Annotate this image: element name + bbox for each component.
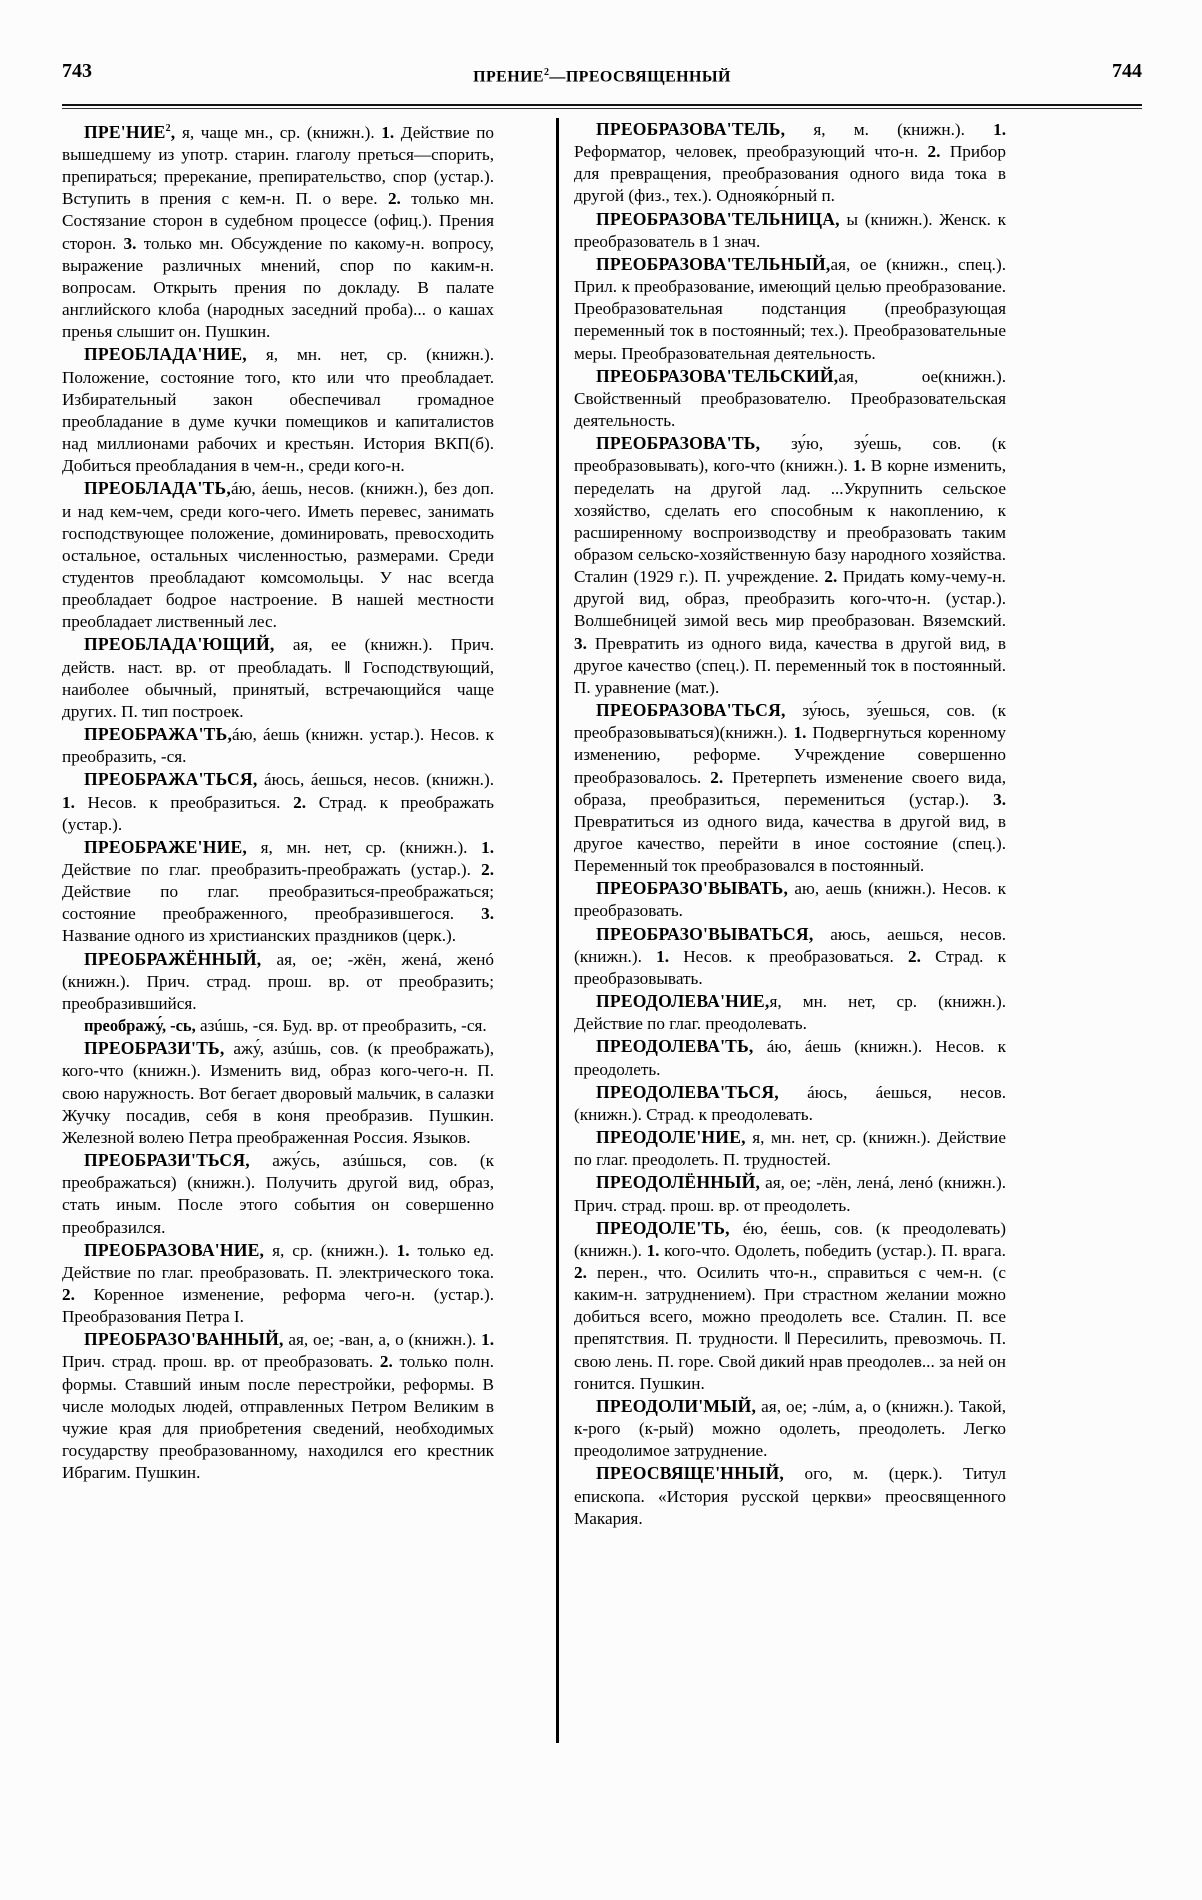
- sense-number: 1.: [646, 1240, 660, 1260]
- entry-headword: ПРЕОДОЛЕ'ТЬ,: [596, 1217, 730, 1238]
- entry-headword: преображу́, -сь,: [84, 1016, 196, 1036]
- sense-number: 1.: [481, 1330, 494, 1350]
- dictionary-entry: [62, 118, 494, 343]
- dictionary-entry: [574, 1395, 1006, 1462]
- entry-headword: ПРЕОБРАЗИ'ТЬСЯ,: [84, 1150, 250, 1171]
- sense-number: 2.: [824, 567, 838, 587]
- entry-headword: ПРЕОБЛАДА'НИЕ,: [84, 344, 247, 365]
- entry-headword: ПРЕОБРАЗОВА'ТЕЛЬ,: [596, 119, 786, 139]
- dictionary-entry: [62, 723, 494, 768]
- entry-definition: ая, ое(книжн.). Свойственный преобразователю. Преобразовательская деятельность.: [574, 366, 1006, 431]
- entry-headword: ПРЕОБРАЗОВА'НИЕ,: [84, 1239, 265, 1260]
- entry-definition: я, ср. (книжн.). 1. только ед. Действие по глаг. преобразовать. П. электрического тока. 2. Коренное изменение, реформа чего-н. (устар.). Преобразования Петра I.: [62, 1240, 494, 1327]
- dictionary-entry: [62, 1149, 494, 1239]
- entry-definition: éю, éешь, сов. (к преодолевать) (книжн.). 1. кого-что. Одолеть, победить (устар.). П. врага. 2. перен., что. Осилить что-н., справиться с чем-н. (с каким-н. затруднением). При страстном желании можно добиться всего, можно преодолеть все. Сталин. П. все препятствия. П. трудности. ‖ Пересилить, превозмочь. П. свою лень. П. горе. Свой дикий нрав преодолев... за ней он гонится. Пушкин.: [574, 1218, 1006, 1393]
- dictionary-entry: [62, 633, 494, 723]
- dictionary-entry: [574, 923, 1006, 990]
- sense-number: 1.: [793, 723, 807, 743]
- entry-definition: я, чаще мн., ср. (книжн.). 1. Действие по вышедшему из употр. старин. глаголу преться—спорить, препираться; пререкание, препирательство, спор (устар.). Вступить в прения с кем-н. П. о вере. 2. только мн. Состязание сторон в судебном процессе (офиц.). Прения сторон. 3. только мн. Обсуждение по какому-н. вопросу, выражение различных мнений, спор по каким-н. вопросам. Открыть прения по докладу. В палате английского клоба (народных заседний проба)... о кашах пренья слышит он. Пушкин.: [62, 122, 494, 342]
- dictionary-entry: [62, 1015, 494, 1037]
- entry-definition: зу́юсь, зу́ешься, сов. (к преобразовываться)(книжн.). 1. Подвергнуться коренному изменению, реформе. Учреждение совершенно преобразовалось. 2. Претерпеть изменение своего вида, образа, преобразиться, перемениться (устар.). 3. Превратиться из одного вида, качества в другой вид, в другое качество, перейти в иное состояние (спец.). Переменный ток преобразовался в постоянный.: [574, 701, 1006, 876]
- sense-number: 1.: [396, 1240, 410, 1260]
- header-rule-thin: [62, 108, 1142, 109]
- dictionary-entry: [574, 118, 1006, 208]
- entry-definition: áю, áешь (книжн.). Несов. к преодолеть.: [574, 1037, 1006, 1079]
- dictionary-entry: [574, 990, 1006, 1035]
- sense-number: 2.: [379, 1352, 393, 1372]
- entry-definition: ая, ое; -жён, женá, женó (книжн.). Прич. страд. прош. вр. от преобразить; преобразившийся.: [62, 949, 494, 1013]
- entry-definition: áю, áешь (книжн. устар.). Несов. к преобразить, -ся.: [62, 725, 494, 767]
- entry-definition: я, м. (книжн.). 1. Реформатор, человек, преобразующий что-н. 2. Прибор для превращения, преобразования одного вида тока в другой (физ., тех.). Однояко́рный п.: [574, 120, 1006, 206]
- sense-number: 2.: [293, 792, 307, 812]
- entry-headword: ПРЕОДОЛЕВА'НИЕ,: [596, 991, 770, 1012]
- entry-definition: áюсь, áешься, несов. (книжн.). Страд. к преодолевать.: [574, 1082, 1006, 1124]
- entry-definition: я, мн. нет, ср. (книжн.). Действие по глаг. преодолеть. П. трудностей.: [574, 1128, 1006, 1170]
- entry-definition: ая, ее (книжн.). Прич. действ. наст. вр. от преобладать. ‖ Господствующий, наиболее обычный, принятый, встречающийся чаще других. П. тип построек.: [62, 635, 494, 721]
- dictionary-entry: [574, 432, 1006, 699]
- dictionary-entry: [574, 877, 1006, 922]
- entry-headword: ПРЕОБРАЗО'ВАННЫЙ,: [84, 1329, 284, 1350]
- sense-number: 1.: [381, 122, 395, 142]
- dictionary-entry: [62, 948, 494, 1015]
- dictionary-entry: [574, 253, 1006, 365]
- entry-definition: азúшь, -ся. Буд. вр. от преобразить, -ся.: [195, 1016, 487, 1036]
- dictionary-entry: [62, 1037, 494, 1149]
- entry-headword: ПРЕОБРАЖА'ТЬ,: [84, 724, 233, 745]
- sense-number: 2.: [710, 767, 724, 787]
- sense-number: 1.: [852, 456, 866, 476]
- entry-definition: áюсь, áешься, несов. (книжн.). 1. Несов. к преобразиться. 2. Страд. к преображать (устар.).: [62, 770, 494, 834]
- entry-definition: ого, м. (церк.). Титул епископа. «История русской церкви» преосвященного Макария.: [574, 1464, 1006, 1528]
- right-column: [574, 118, 1006, 1530]
- dictionary-entry: [62, 1328, 494, 1484]
- dictionary-entry: [62, 768, 494, 835]
- entry-definition: ая, ое; -ван, а, о (книжн.). 1. Прич. страд. прош. вр. от преобразовать. 2. только полн. формы. Ставший иным после перестройки, реформы. В числе молодых людей, отправленных Петром Великим в чужие края для приобретения сведений, необходимых государству преобразованному, находился его крестник Ибрагим. Пушкин.: [62, 1330, 495, 1483]
- entry-headword: ПРЕОБРАЗО'ВЫВАТЬ,: [596, 878, 789, 899]
- entry-headword: ПРЕ'НИЕ$^2$,: [84, 121, 176, 142]
- entry-definition: я, мн. нет, ср. (книжн.). 1. Действие по глаг. преобразить-преображать (устар.). 2. Действие по глаг. преобразиться-преображаться; состояние преображенного, преобразившегося. 3. Название одного из христианских праздников (церк.).: [62, 837, 494, 946]
- entry-definition: ая, ое; -лён, ленá, ленó (книжн.). Прич. страд. прош. вр. от преодолеть.: [574, 1173, 1006, 1215]
- dictionary-entry: [62, 1239, 494, 1329]
- entry-definition: аюсь, аешься, несов. (книжн.). 1. Несов. к преобразоваться. 2. Страд. к преобразовывать.: [574, 924, 1006, 988]
- entry-definition: ая, ое; -лúм, а, о (книжн.). Такой, к-рого (к-рый) можно одолеть, преодолеть. Легко преодолимое затруднение.: [574, 1396, 1006, 1461]
- sense-number: 1.: [656, 946, 670, 966]
- entry-definition: я, мн. нет, ср. (книжн.). Положение, состояние того, кто или что преобладает. Избирательный закон обеспечивал громадное преобладание в думе кучки помещиков и капиталистов над миллионами рабочих и крестьян. История ВКП(б). Добиться преобладания в чем-н., среди кого-н.: [62, 345, 494, 476]
- dictionary-entry: [62, 477, 494, 633]
- entry-headword: ПРЕОБРАЖА'ТЬСЯ,: [84, 769, 258, 790]
- folio-left: 743: [62, 60, 92, 82]
- sense-number: 1.: [62, 792, 75, 812]
- dictionary-entry: [574, 1126, 1006, 1171]
- entry-definition: áю, áешь, несов. (книжн.), без доп. и над кем-чем, среди кого-чего. Иметь перевес, занимать господствующее положение, доминировать, превосходить остальное, остальных численностью, размерами. Среди студентов преобладают комсомольцы. У нас всегда преобладает бодрое настроение. В нашей местности преобладает лиственный лес.: [62, 479, 494, 632]
- dictionary-entry: [574, 699, 1006, 877]
- sense-number: 3.: [993, 789, 1006, 809]
- entry-definition: ажу́, азúшь, сов. (к преображать), кого-что (книжн.). Изменить вид, образ кого-чего-н. П. свою наружность. Вот бегает дворовый мальчик, в салазки Жучку посадив, себя в коня преобразив. Пушкин. Железной волею Петра преображенная Россия. Языков.: [62, 1039, 494, 1147]
- sense-number: 2.: [908, 946, 921, 966]
- dictionary-entry: [62, 343, 494, 477]
- dictionary-entry: [62, 836, 494, 948]
- dictionary-entry: [574, 1217, 1006, 1395]
- entry-headword: ПРЕОСВЯЩЕ'ННЫЙ,: [596, 1463, 785, 1484]
- dictionary-entry: [574, 1035, 1006, 1080]
- sense-number: 3.: [123, 233, 137, 253]
- entry-headword: ПРЕОБРАЗОВА'ТЕЛЬНИЦА,: [596, 208, 840, 229]
- superscript-two: 2: [544, 67, 550, 78]
- header-rule: [62, 104, 1142, 109]
- entry-headword: ПРЕОБРАЗОВА'ТЬ,: [596, 433, 761, 454]
- entry-headword: ПРЕОДОЛИ'МЫЙ,: [596, 1395, 757, 1416]
- sense-number: 2.: [481, 860, 494, 880]
- folio-right: 744: [1112, 60, 1142, 82]
- entry-headword: ПРЕОДОЛЕ'НИЕ,: [596, 1127, 746, 1148]
- entry-headword: ПРЕОБРАЗО'ВЫВАТЬСЯ,: [596, 923, 814, 944]
- entry-definition: зу́ю, зу́ешь, сов. (к преобразовывать), кого-что (книжн.). 1. В корне изменить, переделать на другой лад. ...Укрупнить сельское хозяйство, сделать его способным к накоплению, к расширенному воспроизводству и преобразовать таким образом сельско-хозяйственную базу народного хозяйства. Сталин (1929 г.). П. учреждение. 2. Придать кому-чему-н. другой вид, образ, преобразить кого-что-н. (устар.). Волшебницей зимой весь мир преобразован. Вяземский. 3. Превратить из одного вида, качества в другой вид, в другое качество (спец.). П. переменный ток в постоянный. П. уравнение (мат.).: [574, 434, 1006, 697]
- entry-definition: ажу́сь, азúшься, сов. (к преображаться) (книжн.). Получить другой вид, образ, стать иным. После этого события он совершенно преобразился.: [62, 1151, 494, 1237]
- sense-number: 3.: [481, 904, 494, 924]
- sense-number: 2.: [927, 142, 941, 162]
- sense-number: 2.: [574, 1262, 587, 1282]
- entry-headword: ПРЕОДОЛЕВА'ТЬ,: [596, 1036, 754, 1057]
- entry-headword: ПРЕОБРАЖЁННЫЙ,: [84, 948, 262, 969]
- left-column: [62, 118, 494, 1484]
- body-columns: [62, 118, 1142, 1858]
- running-head: ПРЕНИЕ$^2$—ПРЕОСВЯЩЕННЫЙ: [473, 67, 731, 86]
- dictionary-entry: [574, 365, 1006, 432]
- entry-definition: аю, аешь (книжн.). Несов. к преобразовать.: [574, 879, 1006, 921]
- dictionary-entry: [574, 1081, 1006, 1126]
- entry-headword: ПРЕОБРАЗОВА'ТЬСЯ,: [596, 700, 786, 721]
- column-divider: [556, 118, 559, 1743]
- entry-headword: ПРЕОБРАЗИ'ТЬ,: [84, 1038, 225, 1059]
- dictionary-entry: [574, 208, 1006, 253]
- entry-headword: ПРЕОДОЛЁННЫЙ,: [596, 1172, 761, 1193]
- sense-number: 2.: [62, 1284, 75, 1304]
- entry-definition: ы (книжн.). Женск. к преобразователь в 1 знач.: [574, 209, 1006, 251]
- dictionary-entry: [574, 1171, 1006, 1216]
- sense-number: 1.: [481, 837, 494, 857]
- sense-number: 2.: [387, 189, 401, 209]
- entry-headword: ПРЕОБЛАДА'ЮЩИЙ,: [84, 634, 275, 655]
- entry-headword: ПРЕОБРАЗОВА'ТЕЛЬСКИЙ,: [596, 365, 839, 386]
- entry-headword: ПРЕОДОЛЕВА'ТЬСЯ,: [596, 1081, 779, 1102]
- sense-divider: ‖: [784, 1329, 791, 1349]
- entry-headword: ПРЕОБЛАДА'ТЬ,: [84, 478, 231, 499]
- dictionary-entry: [574, 1462, 1006, 1529]
- sense-number: 1.: [993, 120, 1006, 139]
- sense-number: 3.: [574, 633, 587, 653]
- sense-divider: ‖: [344, 657, 351, 677]
- header-rule-thick: [62, 104, 1142, 106]
- entry-definition: я, мн. нет, ср. (книжн.). Действие по глаг. преодолевать.: [574, 992, 1006, 1034]
- page-header: [62, 60, 1142, 104]
- entry-headword: ПРЕОБРАЖЕ'НИЕ,: [84, 836, 248, 857]
- entry-headword: ПРЕОБРАЗОВА'ТЕЛЬНЫЙ,: [596, 253, 831, 274]
- entry-definition: ая, ое (книжн., спец.). Прил. к преобразование, имеющий целью преобразование. Преобразовательная подстанция (преобразующая переменный ток в постоянный; тех.). Преобразовательные меры. Преобразовательная деятельность.: [574, 254, 1006, 363]
